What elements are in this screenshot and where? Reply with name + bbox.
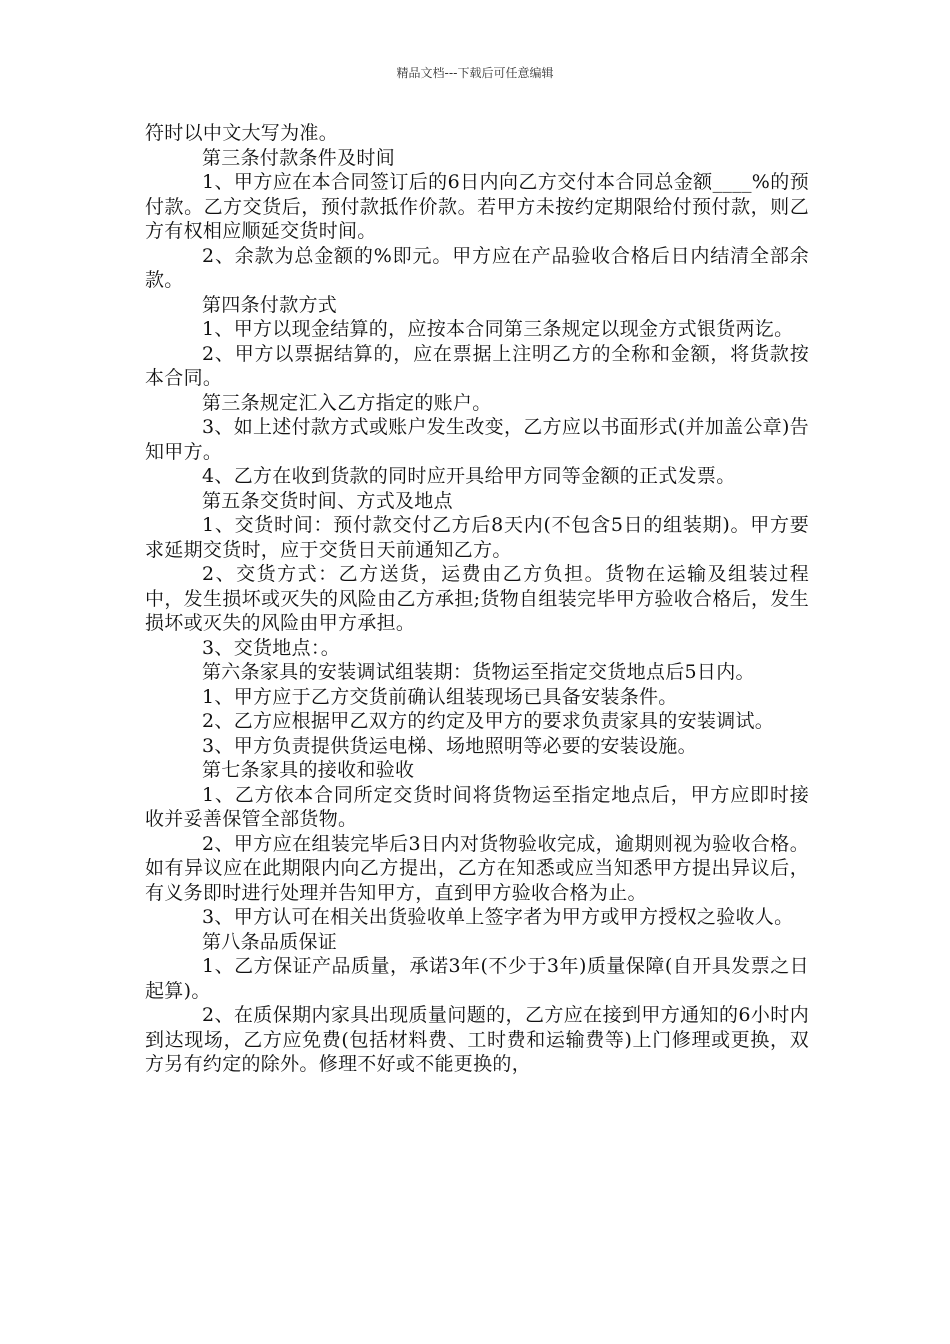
section-heading: 第六条家具的安装调试组装期：货物运至指定交货地点后5日内。 [202,661,755,683]
document-body [145,121,809,1077]
paragraph: 4、乙方在收到货款的同时应开具给甲方同等金额的正式发票。 [202,465,736,487]
paragraph: 1、甲方以现金结算的，应按本合同第三条规定以现金方式银货两讫。 [202,318,794,340]
paragraph: 3、甲方认可在相关出货验收单上签字者为甲方或甲方授权之验收人。 [202,906,794,928]
paragraph: 3、甲方负责提供货运电梯、场地照明等必要的安装设施。 [202,734,697,757]
paragraph: 符时以中文大写为准。 [145,122,339,144]
paragraph: 2、交货方式：乙方送货，运费由乙方负担。货物在运输及组装过程中，发生损坏或灭失的风险由乙方承担;货物自组装完毕甲方验收合格后，发生损坏或灭失的风险由甲方承担。 [145,563,809,634]
paragraph: 1、甲方应于乙方交货前确认组装现场已具备安装条件。 [202,685,678,708]
paragraph: 1、乙方保证产品质量，承诺3年(不少于3年)质量保障(自开具发票之日起算)。 [145,955,809,1002]
paragraph: 3、交货地点：。 [202,636,340,659]
paragraph: 2、在质保期内家具出现质量问题的，乙方应在接到甲方通知的6小时内到达现场，乙方应免费(包括材料费、工时费和运输费等)上门修理或更换，双方另有约定的除外。修理不好或不能更换的， [145,1004,809,1075]
paragraph: 1、交货时间：预付款交付乙方后8天内(不包含5日的组装期)。甲方要求延期交货时，应于交货日天前通知乙方。 [145,514,809,561]
paragraph: 2、甲方以票据结算的，应在票据上注明乙方的全称和金额，将货款按本合同。 [145,342,809,389]
section-heading: 第三条付款条件及时间 [202,146,396,169]
paragraph: 第三条规定汇入乙方指定的账户。 [202,391,492,414]
section-heading: 第七条家具的接收和验收 [202,759,415,781]
section-heading: 第五条交货时间、方式及地点 [202,489,453,512]
page-header: 精品文档---下载后可任意编辑 [396,66,554,80]
paragraph: 3、如上述付款方式或账户发生改变，乙方应以书面形式(并加盖公章)告知甲方。 [145,416,809,463]
paragraph: 2、乙方应根据甲乙双方的约定及甲方的要求负责家具的安装调试。 [202,710,775,732]
paragraph: 1、乙方依本合同所定交货时间将货物运至指定地点后，甲方应即时接收并妥善保管全部货物。 [145,783,809,830]
paragraph: 1、甲方应在本合同签订后的6日内向乙方交付本合同总金额____%的预付款。乙方交货后，预付款抵作价款。若甲方未按约定期限给付预付款，则乙方有权相应顺延交货时间。 [145,171,809,242]
section-heading: 第四条付款方式 [202,293,338,316]
paragraph: 2、余款为总金额的%即元。甲方应在产品验收合格后日内结清全部余款。 [145,244,809,291]
paragraph: 2、甲方应在组装完毕后3日内对货物验收完成，逾期则视为验收合格。如有异议应在此期限内向乙方提出，乙方在知悉或应当知悉甲方提出异议后，有义务即时进行处理并告知甲方，直到甲方验收合格为止。 [145,832,809,904]
section-heading: 第八条品质保证 [202,930,338,953]
